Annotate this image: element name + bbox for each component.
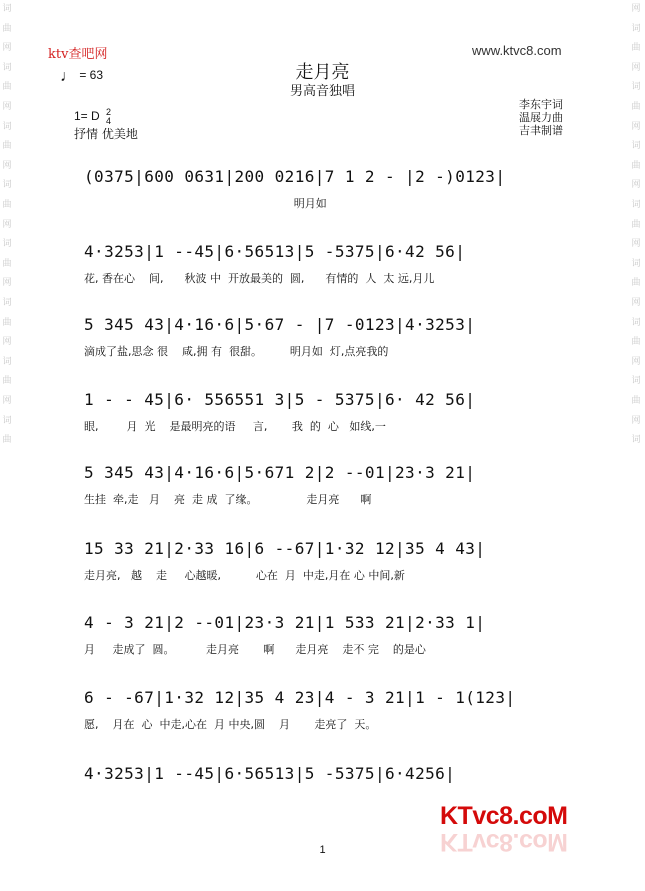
ktvc8-logo-reflection: KTvc8.coM: [440, 828, 568, 856]
left-watermark-strip: [0, 0, 16, 891]
watermark-glyph: 网: [2, 219, 12, 230]
watermark-glyph: 词: [2, 62, 12, 73]
notation-line: 6 - -67|1·32 12|35 4 23|4 - 3 21|1 - 1(123|: [84, 688, 516, 707]
watermark-glyph: 词: [2, 180, 12, 191]
watermark-glyph: 词: [631, 141, 641, 152]
lyric-line: 愿, 月在 心 中走,心在 月 中央,圆 月 走亮了 天。: [84, 718, 377, 731]
watermark-glyph: 曲: [631, 43, 641, 54]
watermark-glyph: 网: [631, 298, 641, 308]
watermark-glyph: 网: [631, 121, 641, 132]
notation-line: 15 33 21|2·33 16|6 --67|1·32 12|35 4 43|: [84, 539, 486, 558]
watermark-glyph: 词: [631, 82, 641, 93]
time-signature: [106, 108, 111, 126]
watermark-glyph: 曲: [631, 278, 641, 289]
song-title: 走月亮: [295, 62, 350, 83]
notation-line: 1 - - 45|6· 556551 3|5 - 5375|6· 42 56|: [84, 390, 476, 409]
watermark-glyph: 词: [631, 23, 641, 34]
watermark-glyph: 网: [631, 415, 641, 426]
watermark-glyph: 曲: [2, 317, 12, 328]
watermark-glyph: 网: [631, 62, 641, 73]
watermark-glyph: 词: [631, 200, 641, 210]
watermark-glyph: 曲: [631, 396, 641, 406]
tempo-value: = 63: [79, 68, 104, 82]
watermark-glyph: 曲: [2, 258, 12, 269]
composer-credit: 温展力曲: [519, 111, 563, 124]
watermark-glyph: 词: [631, 435, 641, 446]
time-sig-top: 2: [106, 107, 112, 117]
watermark-glyph: 词: [2, 4, 12, 14]
watermark-glyph: 网: [631, 4, 641, 14]
watermark-glyph: 词: [2, 298, 12, 308]
key-signature: [74, 108, 111, 126]
ktvc8-logo: KTvc8.coM: [440, 802, 568, 830]
watermark-glyph: 曲: [631, 102, 641, 112]
watermark-glyph: 词: [2, 415, 12, 426]
notation-line: (0375|600 0631|200 0216|7 1 2 - |2 -)0123|: [84, 167, 506, 186]
notation-line: 5 345 43|4·16·6|5·671 2|2 --01|23·3 21|: [84, 463, 476, 482]
lyric-line: 明月如: [84, 197, 327, 210]
mood-marking: 抒情 优美地: [74, 127, 138, 141]
watermark-glyph: 词: [631, 258, 641, 269]
watermark-glyph: 曲: [631, 219, 641, 230]
lyric-line: 眼, 月 光 是最明亮的语 言, 我 的 心 如线,一: [84, 420, 386, 433]
lyric-line: 滴成了盐,思念 很 咸,拥 有 很甜。 明月如 灯,点亮我的: [84, 345, 389, 358]
watermark-glyph: 词: [2, 121, 12, 132]
notation-line: 4 - 3 21|2 --01|23·3 21|1 533 21|2·33 1|: [84, 613, 486, 632]
watermark-glyph: 词: [2, 239, 12, 250]
watermark-glyph: 网: [2, 396, 12, 406]
watermark-glyph: 词: [2, 356, 12, 367]
notation-line: 4·3253|1 --45|6·56513|5 -5375|6·4256|: [84, 764, 456, 783]
lyric-line: 月 走成了 圆。 走月亮 啊 走月亮 走不 完 的是心: [84, 643, 426, 656]
watermark-glyph: 曲: [631, 337, 641, 348]
watermark-glyph: 网: [2, 278, 12, 289]
page-number: 1: [319, 844, 326, 856]
watermark-glyph: 网: [2, 337, 12, 348]
watermark-glyph: 曲: [2, 435, 12, 446]
song-subtitle: 男高音独唱: [289, 84, 355, 99]
lyricist-credit: 李东宇词: [519, 98, 563, 111]
watermark-glyph: 词: [631, 376, 641, 387]
lyric-line: 生挂 牵,走 月 亮 走 成 了缘。 走月亮 啊: [84, 493, 372, 506]
lyric-line: 花, 香在心 间, 秋波 中 开放最美的 圆, 有情的 人 太 远,月儿: [84, 272, 435, 285]
watermark-glyph: 网: [2, 102, 12, 112]
watermark-glyph: 词: [631, 317, 641, 328]
watermark-glyph: 曲: [2, 200, 12, 210]
site-url[interactable]: www.ktvc8.com: [472, 43, 562, 58]
notation-line: 5 345 43|4·16·6|5·67 - |7 -0123|4·3253|: [84, 315, 476, 334]
watermark-glyph: 曲: [2, 23, 12, 34]
watermark-glyph: 网: [631, 239, 641, 250]
right-watermark-strip: [629, 0, 645, 891]
watermark-glyph: 网: [631, 180, 641, 191]
quarter-note-icon: ♩: [60, 68, 76, 85]
brand-logo-text: ktv查吧网: [48, 47, 108, 62]
arranger-credit: 吉聿制谱: [519, 124, 563, 137]
watermark-glyph: 网: [2, 43, 12, 54]
watermark-glyph: 曲: [2, 82, 12, 93]
time-sig-bottom: 4: [106, 116, 112, 126]
key-label: 1= D: [74, 109, 100, 123]
watermark-glyph: 网: [2, 160, 12, 171]
watermark-glyph: 曲: [2, 376, 12, 387]
watermark-glyph: 曲: [631, 160, 641, 171]
credits: [519, 98, 563, 137]
notation-line: 4·3253|1 --45|6·56513|5 -5375|6·42 56|: [84, 242, 466, 261]
watermark-glyph: 网: [631, 356, 641, 367]
watermark-glyph: 曲: [2, 141, 12, 152]
lyric-line: 走月亮, 越 走 心越暖, 心在 月 中走,月在 心 中间,新: [84, 569, 405, 582]
